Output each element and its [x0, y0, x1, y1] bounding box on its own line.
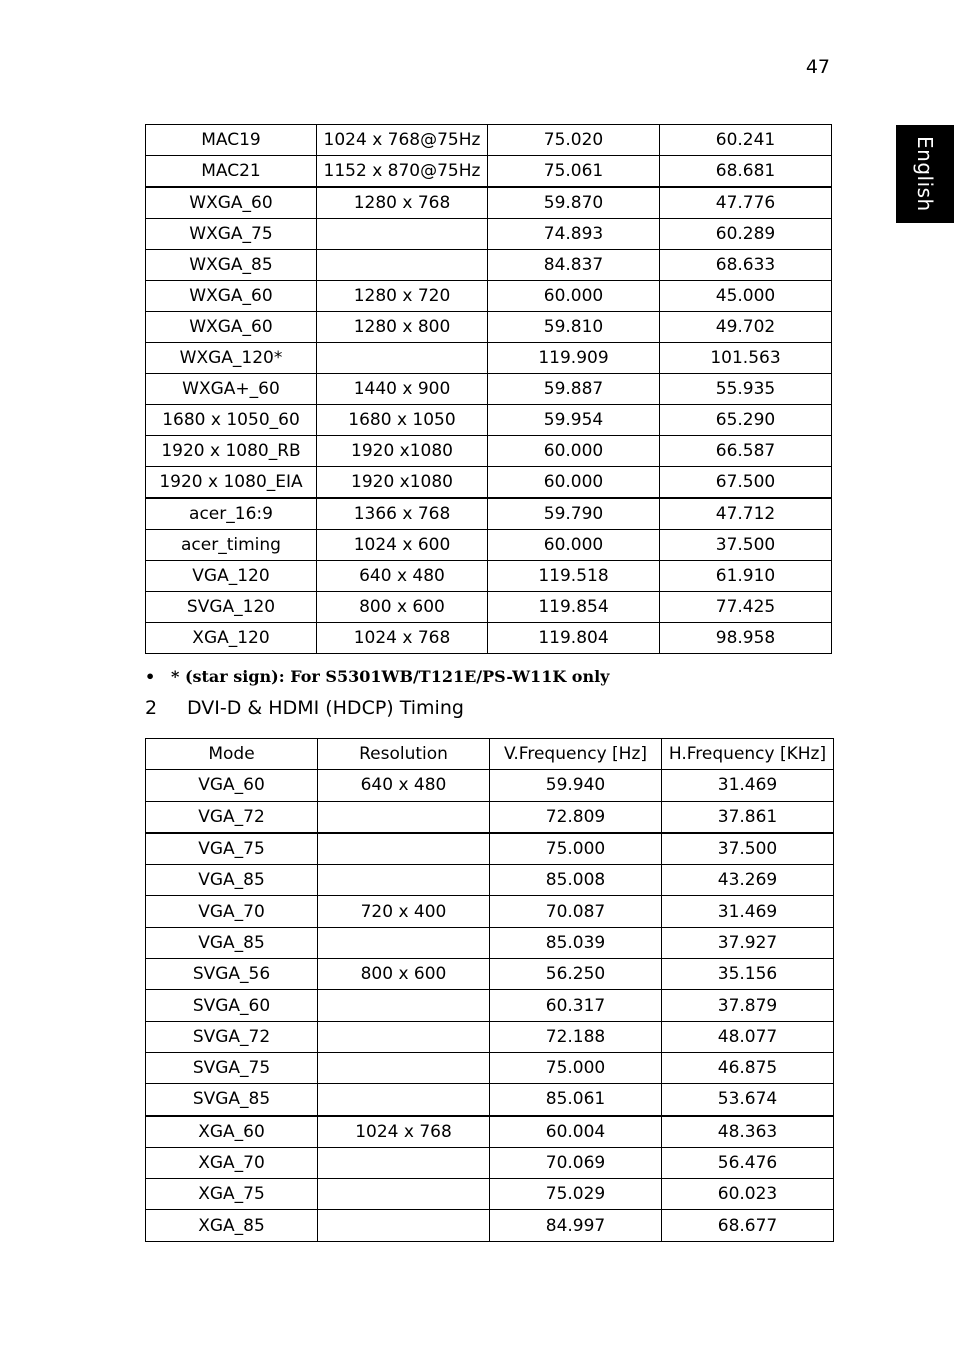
table-row	[146, 219, 832, 250]
timing-table-2-body	[146, 770, 834, 1241]
table-row	[146, 281, 832, 312]
h-frequency-cell: 101.563	[660, 343, 832, 374]
table-row	[146, 1084, 834, 1116]
h-frequency-cell: 68.681	[660, 156, 832, 188]
resolution-cell: 1152 x 870@75Hz	[317, 156, 488, 188]
table-row	[146, 959, 834, 990]
mode-cell: SVGA_85	[146, 1084, 318, 1116]
v-frequency-cell: 85.061	[490, 1084, 662, 1116]
h-frequency-cell: 61.910	[660, 561, 832, 592]
h-frequency-cell: 47.776	[660, 187, 832, 219]
mode-cell: XGA_70	[146, 1147, 318, 1178]
h-frequency-cell: 60.241	[660, 125, 832, 156]
resolution-cell	[317, 343, 488, 374]
star-sign-note	[145, 667, 609, 686]
resolution-cell	[318, 1147, 490, 1178]
resolution-cell	[317, 250, 488, 281]
v-frequency-cell: 60.000	[488, 530, 660, 561]
table-row	[146, 250, 832, 281]
mode-cell: SVGA_56	[146, 959, 318, 990]
v-frequency-cell: 75.000	[490, 833, 662, 865]
v-frequency-cell: 85.008	[490, 865, 662, 896]
v-frequency-cell: 59.870	[488, 187, 660, 219]
table-row	[146, 436, 832, 467]
h-frequency-cell: 43.269	[662, 865, 834, 896]
mode-cell: VGA_60	[146, 770, 318, 801]
h-frequency-cell: 56.476	[662, 1147, 834, 1178]
table-row	[146, 467, 832, 499]
table-row	[146, 896, 834, 927]
mode-cell: 1680 x 1050_60	[146, 405, 317, 436]
resolution-cell: 1440 x 900	[317, 374, 488, 405]
resolution-cell	[318, 1179, 490, 1210]
h-frequency-cell: 66.587	[660, 436, 832, 467]
table-row	[146, 592, 832, 623]
timing-table-2	[145, 738, 834, 1242]
v-frequency-cell: 59.810	[488, 312, 660, 343]
resolution-cell	[318, 833, 490, 865]
table-row	[146, 530, 832, 561]
mode-cell: XGA_120	[146, 623, 317, 654]
table-row	[146, 187, 832, 219]
v-frequency-cell: 119.909	[488, 343, 660, 374]
v-frequency-cell: 72.188	[490, 1021, 662, 1052]
mode-cell: VGA_120	[146, 561, 317, 592]
v-frequency-cell: 75.029	[490, 1179, 662, 1210]
resolution-cell: 800 x 600	[318, 959, 490, 990]
mode-cell: acer_16:9	[146, 498, 317, 530]
mode-cell: WXGA_120*	[146, 343, 317, 374]
resolution-cell	[318, 990, 490, 1021]
table-row	[146, 1116, 834, 1148]
v-frequency-cell: 72.809	[490, 801, 662, 833]
resolution-cell: 720 x 400	[318, 896, 490, 927]
resolution-cell	[318, 927, 490, 958]
resolution-cell: 640 x 480	[318, 770, 490, 801]
timing-table-1	[145, 124, 832, 654]
table-row	[146, 1052, 834, 1083]
table-row	[146, 156, 832, 188]
v-frequency-cell: 85.039	[490, 927, 662, 958]
resolution-cell: 1280 x 800	[317, 312, 488, 343]
h-frequency-cell: 68.633	[660, 250, 832, 281]
note-text: * (star sign): For S5301WB/T121E/PS-W11K only	[171, 667, 610, 686]
resolution-cell	[318, 1210, 490, 1241]
table-row	[146, 927, 834, 958]
resolution-cell: 1920 x1080	[317, 436, 488, 467]
note-bullet: •	[145, 667, 156, 686]
v-frequency-cell: 59.790	[488, 498, 660, 530]
v-frequency-cell: 60.000	[488, 436, 660, 467]
mode-cell: WXGA_60	[146, 187, 317, 219]
mode-cell: 1920 x 1080_RB	[146, 436, 317, 467]
resolution-cell: 1680 x 1050	[317, 405, 488, 436]
h-frequency-cell: 68.677	[662, 1210, 834, 1241]
table-row	[146, 312, 832, 343]
table-row	[146, 1021, 834, 1052]
table-row	[146, 990, 834, 1021]
mode-cell: WXGA_75	[146, 219, 317, 250]
v-frequency-cell: 75.020	[488, 125, 660, 156]
h-frequency-cell: 65.290	[660, 405, 832, 436]
mode-cell: XGA_85	[146, 1210, 318, 1241]
mode-cell: WXGA_60	[146, 281, 317, 312]
v-frequency-cell: 70.087	[490, 896, 662, 927]
table-row	[146, 623, 832, 654]
mode-cell: VGA_70	[146, 896, 318, 927]
table-row	[146, 1179, 834, 1210]
mode-cell: MAC21	[146, 156, 317, 188]
section-heading	[145, 697, 464, 719]
h-frequency-cell: 48.363	[662, 1116, 834, 1148]
mode-cell: VGA_75	[146, 833, 318, 865]
h-frequency-cell: 37.500	[660, 530, 832, 561]
h-frequency-cell: 77.425	[660, 592, 832, 623]
h-frequency-cell: 31.469	[662, 770, 834, 801]
resolution-cell	[317, 219, 488, 250]
resolution-cell: 640 x 480	[317, 561, 488, 592]
page-number: 47	[805, 56, 830, 78]
resolution-cell	[318, 1052, 490, 1083]
mode-cell: acer_timing	[146, 530, 317, 561]
header-h-frequency: H.Frequency [KHz]	[662, 739, 834, 770]
table-row	[146, 770, 834, 801]
v-frequency-cell: 59.940	[490, 770, 662, 801]
v-frequency-cell: 84.837	[488, 250, 660, 281]
mode-cell: MAC19	[146, 125, 317, 156]
mode-cell: VGA_85	[146, 865, 318, 896]
mode-cell: SVGA_60	[146, 990, 318, 1021]
header-resolution: Resolution	[318, 739, 490, 770]
section-number: 2	[145, 697, 158, 719]
resolution-cell: 1024 x 768	[317, 623, 488, 654]
resolution-cell: 1280 x 768	[317, 187, 488, 219]
resolution-cell	[318, 801, 490, 833]
table-row	[146, 343, 832, 374]
v-frequency-cell: 119.804	[488, 623, 660, 654]
table-row	[146, 801, 834, 833]
v-frequency-cell: 60.317	[490, 990, 662, 1021]
h-frequency-cell: 47.712	[660, 498, 832, 530]
table-row	[146, 498, 832, 530]
v-frequency-cell: 60.000	[488, 467, 660, 499]
mode-cell: XGA_75	[146, 1179, 318, 1210]
table-row	[146, 1210, 834, 1241]
resolution-cell: 1024 x 768@75Hz	[317, 125, 488, 156]
table-row	[146, 561, 832, 592]
resolution-cell	[318, 865, 490, 896]
language-side-tab-label: English	[913, 136, 937, 212]
mode-cell: SVGA_75	[146, 1052, 318, 1083]
h-frequency-cell: 46.875	[662, 1052, 834, 1083]
resolution-cell: 1920 x1080	[317, 467, 488, 499]
mode-cell: XGA_60	[146, 1116, 318, 1148]
resolution-cell: 800 x 600	[317, 592, 488, 623]
mode-cell: SVGA_72	[146, 1021, 318, 1052]
table-row	[146, 374, 832, 405]
table-row	[146, 125, 832, 156]
v-frequency-cell: 56.250	[490, 959, 662, 990]
h-frequency-cell: 37.500	[662, 833, 834, 865]
table-row	[146, 833, 834, 865]
resolution-cell: 1366 x 768	[317, 498, 488, 530]
v-frequency-cell: 119.518	[488, 561, 660, 592]
resolution-cell	[318, 1084, 490, 1116]
resolution-cell	[318, 1021, 490, 1052]
header-mode: Mode	[146, 739, 318, 770]
language-side-tab	[896, 125, 954, 223]
v-frequency-cell: 60.004	[490, 1116, 662, 1148]
h-frequency-cell: 55.935	[660, 374, 832, 405]
mode-cell: WXGA_60	[146, 312, 317, 343]
h-frequency-cell: 53.674	[662, 1084, 834, 1116]
header-v-frequency: V.Frequency [Hz]	[490, 739, 662, 770]
h-frequency-cell: 37.879	[662, 990, 834, 1021]
h-frequency-cell: 37.927	[662, 927, 834, 958]
v-frequency-cell: 75.000	[490, 1052, 662, 1083]
section-title: DVI-D & HDMI (HDCP) Timing	[187, 697, 464, 719]
h-frequency-cell: 49.702	[660, 312, 832, 343]
mode-cell: SVGA_120	[146, 592, 317, 623]
table-header-row	[146, 739, 834, 770]
v-frequency-cell: 84.997	[490, 1210, 662, 1241]
table-row	[146, 405, 832, 436]
v-frequency-cell: 59.954	[488, 405, 660, 436]
resolution-cell: 1024 x 768	[318, 1116, 490, 1148]
mode-cell: WXGA_85	[146, 250, 317, 281]
mode-cell: VGA_85	[146, 927, 318, 958]
h-frequency-cell: 37.861	[662, 801, 834, 833]
h-frequency-cell: 35.156	[662, 959, 834, 990]
v-frequency-cell: 75.061	[488, 156, 660, 188]
v-frequency-cell: 119.854	[488, 592, 660, 623]
v-frequency-cell: 74.893	[488, 219, 660, 250]
timing-table-1-body	[146, 125, 832, 654]
mode-cell: VGA_72	[146, 801, 318, 833]
h-frequency-cell: 60.023	[662, 1179, 834, 1210]
mode-cell: WXGA+_60	[146, 374, 317, 405]
v-frequency-cell: 70.069	[490, 1147, 662, 1178]
resolution-cell: 1280 x 720	[317, 281, 488, 312]
h-frequency-cell: 48.077	[662, 1021, 834, 1052]
table-row	[146, 1147, 834, 1178]
h-frequency-cell: 45.000	[660, 281, 832, 312]
h-frequency-cell: 67.500	[660, 467, 832, 499]
mode-cell: 1920 x 1080_EIA	[146, 467, 317, 499]
h-frequency-cell: 60.289	[660, 219, 832, 250]
v-frequency-cell: 59.887	[488, 374, 660, 405]
h-frequency-cell: 31.469	[662, 896, 834, 927]
h-frequency-cell: 98.958	[660, 623, 832, 654]
v-frequency-cell: 60.000	[488, 281, 660, 312]
table-row	[146, 865, 834, 896]
resolution-cell: 1024 x 600	[317, 530, 488, 561]
